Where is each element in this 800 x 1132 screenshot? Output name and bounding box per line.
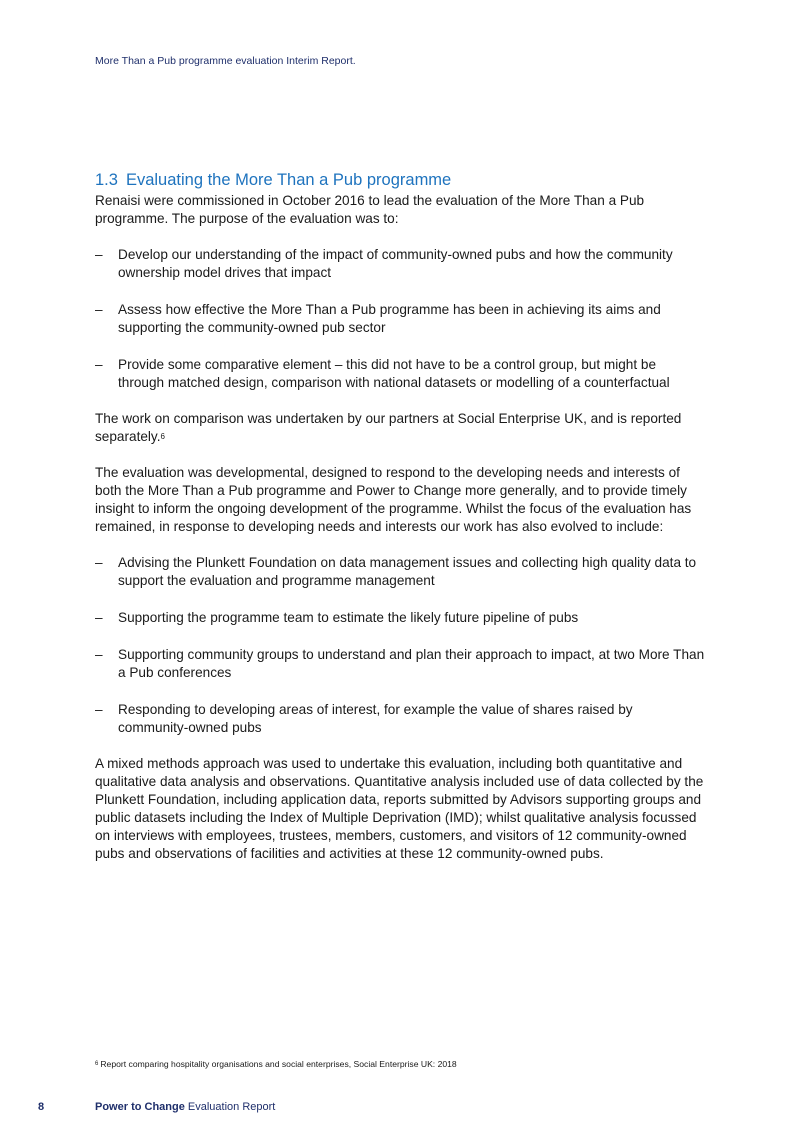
comparison-paragraph <box>95 410 705 446</box>
footer-title <box>95 1101 275 1113</box>
dash-bullet: – <box>95 247 103 262</box>
footer-doc: Evaluation Report <box>187 1101 276 1113</box>
dash-bullet: – <box>95 357 103 372</box>
list-item-text: Provide some comparative element – this did not have to be a control group, but might be through matched design, comparison with national datasets or modelling of a counterfactual <box>118 357 670 390</box>
dash-bullet: – <box>95 702 103 717</box>
footnote-marker: 6 <box>95 1061 99 1067</box>
main-content <box>95 170 705 881</box>
list-item-text: Develop our understanding of the impact of community-owned pubs and how the community ownership model drives that impact <box>118 247 673 280</box>
list-item-text: Supporting community groups to understand and plan their approach to impact, at two More Than a Pub conferences <box>118 647 705 680</box>
footnote-text: Report comparing hospitality organisations and social enterprises, Social Enterprise UK: 2018 <box>100 1059 457 1069</box>
footnote-reference[interactable]: 6 <box>160 432 165 441</box>
footnote <box>95 1059 705 1069</box>
section-number: 1.3 <box>95 171 118 189</box>
methods-paragraph: A mixed methods approach was used to undertake this evaluation, including both quantitative and qualitative data analysis and observations. Quantitative analysis included use of data collected by the Plunkett Foundation, including application data, reports submitted by Advisors supporting groups and public datasets including the Index of Multiple Deprivation (IMD); whilst qualitative analysis focussed on interviews with employees, trustees, members, customers, and visitors of 12 community-owned pubs and observations of facilities and activities at these 12 community-owned pubs. <box>95 756 704 861</box>
list-item-text: Assess how effective the More Than a Pub programme has been in achieving its aims and supporting the community-owned pub sector <box>118 302 661 335</box>
dash-bullet: – <box>95 555 103 570</box>
list-item-text: Responding to developing areas of interest, for example the value of shares raised by community-owned pubs <box>118 702 633 735</box>
section-title: Evaluating the More Than a Pub programme <box>125 171 452 189</box>
dash-bullet: – <box>95 302 103 317</box>
list-item <box>95 356 705 392</box>
evolved-list <box>95 554 705 737</box>
list-item <box>95 554 705 590</box>
list-item-text: Advising the Plunkett Foundation on data management issues and collecting high quality data to support the evaluation and programme management <box>118 555 697 588</box>
section-heading <box>95 170 705 190</box>
dash-bullet: – <box>95 610 103 625</box>
page-number: 8 <box>38 1101 45 1113</box>
list-item <box>95 301 705 337</box>
list-item <box>95 646 705 682</box>
running-header: More Than a Pub programme evaluation Interim Report. <box>95 55 356 67</box>
list-item <box>95 246 705 282</box>
dash-bullet: – <box>95 647 103 662</box>
footer-org: Power to Change <box>95 1101 185 1113</box>
purpose-list <box>95 246 705 392</box>
list-item <box>95 701 705 737</box>
intro-paragraph: Renaisi were commissioned in October 2016 to lead the evaluation of the More Than a Pub programme. The purpose of the evaluation was to: <box>95 193 645 226</box>
comparison-text: The work on comparison was undertaken by our partners at Social Enterprise UK, and is reported separately. <box>95 411 682 444</box>
developmental-paragraph: The evaluation was developmental, designed to respond to the developing needs and interests of both the More Than a Pub programme and Power to Change more generally, and to provide timely insight to inform the ongoing development of the programme. Whilst the focus of the evaluation has remained, in response to developing needs and interests our work has also evolved to include: <box>95 465 692 534</box>
list-item <box>95 609 705 627</box>
list-item-text: Supporting the programme team to estimate the likely future pipeline of pubs <box>118 610 579 625</box>
